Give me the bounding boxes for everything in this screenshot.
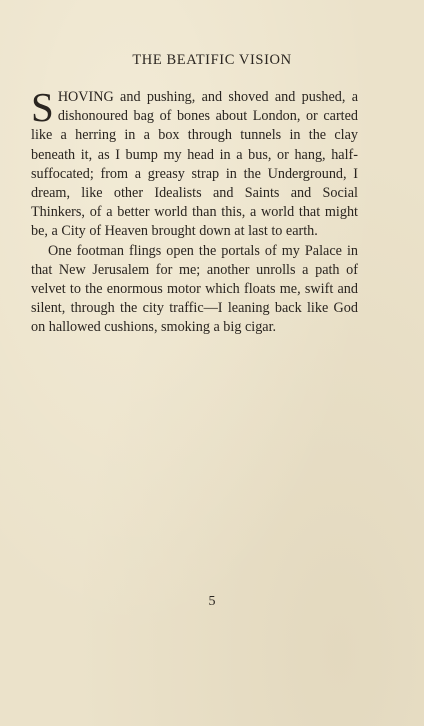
paragraph-1: [31, 84, 358, 242]
body-text: [31, 84, 358, 338]
paragraph-1-text: HOVING and pushing, and shoved and pushed, a dishonoured bag of bones about London, or carted like a herring in a box through tunnels in the clay beneath it, as I bump my head in a bus, or hang, half-suffocated; from a greasy strap in the Underground, I dream, like other Idealists and Saints and Social Thinkers, of a better world than this, a world that might be, a City of Heaven brought down at last to earth.: [31, 89, 358, 240]
running-head: THE BEATIFIC VISION: [132, 52, 292, 68]
paragraph-2: One footman flings open the portals of my Palace in that New Jerusalem for me; another unrolls a path of velvet to the enormous motor which floats me, swift and silent, through the city traffic—I leaning back like God on hallowed cushions, smoking a big cigar.: [31, 242, 358, 336]
drop-cap: S: [31, 84, 54, 130]
page-number: 5: [208, 594, 216, 609]
